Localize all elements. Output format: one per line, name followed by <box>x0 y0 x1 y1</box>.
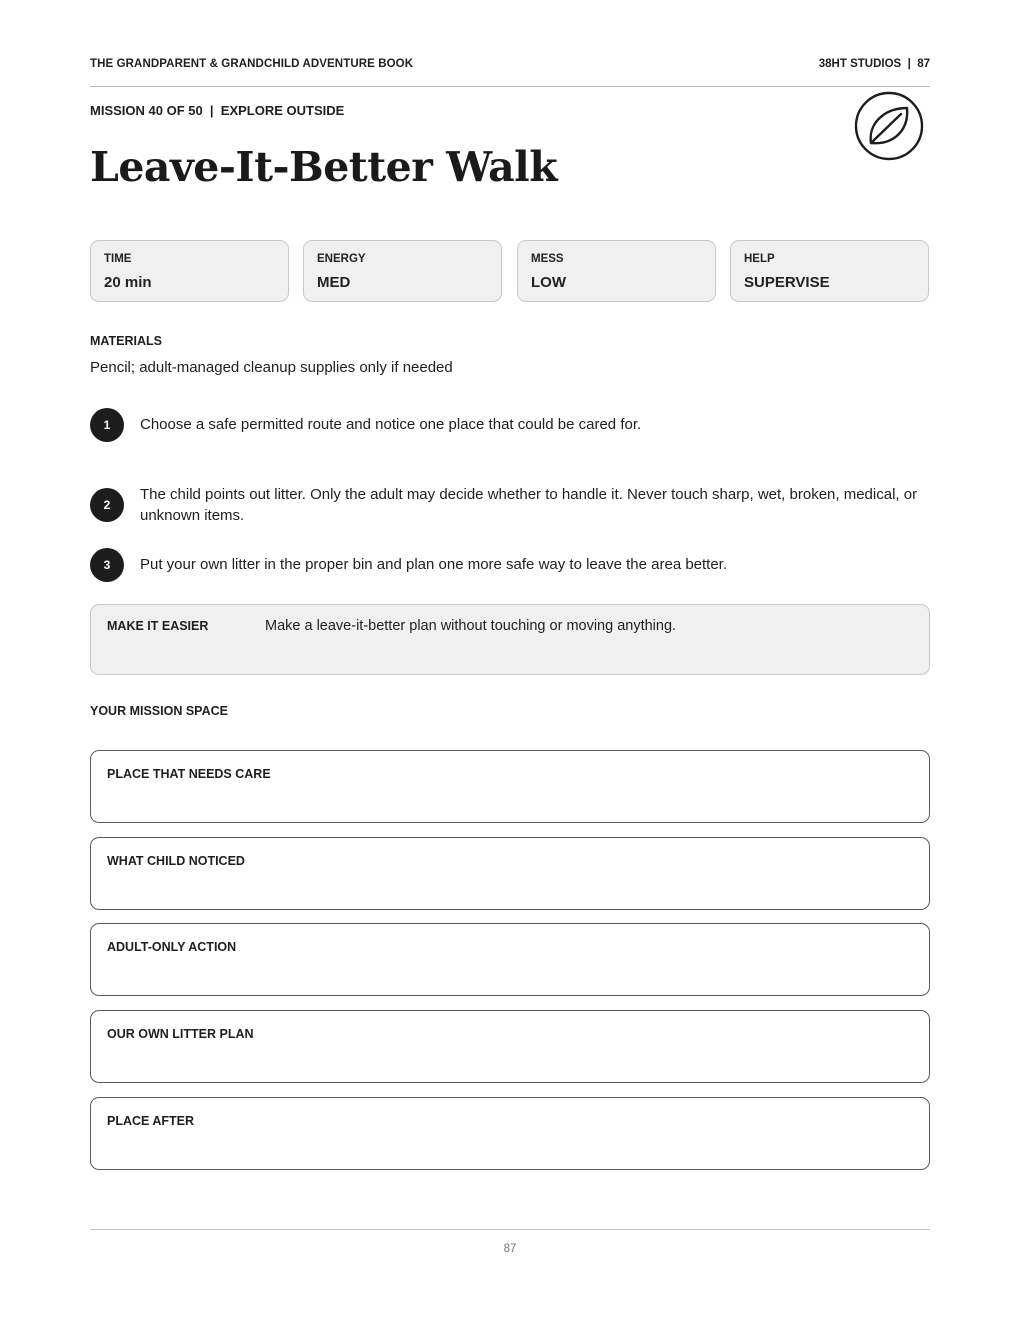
step-text-3: Put your own litter in the proper bin and plan one more safe way to leave the area better. <box>140 556 728 573</box>
page-title: Leave-It-Better Walk <box>90 143 558 191</box>
page-number: 87 <box>503 1243 517 1255</box>
stat-value: MED <box>317 274 351 291</box>
step-number-3: 3 <box>90 548 124 582</box>
stat-value: 20 min <box>104 274 152 291</box>
writing-box-place-needs-care[interactable] <box>90 750 930 823</box>
step-text-1: Choose a safe permitted route and notice one place that could be cared for. <box>140 416 642 433</box>
stat-label: TIME <box>104 253 132 265</box>
make-it-easier-box <box>90 604 930 675</box>
step-text-2: The child points out litter. Only the adult may decide whether to handle it. Never touch sharp, wet, broken, medical, or unknown items. <box>140 486 918 524</box>
stat-card-help <box>730 240 929 302</box>
step-number-2: 2 <box>90 488 124 522</box>
writing-box-label: WHAT CHILD NOTICED <box>107 854 245 868</box>
materials-text: Pencil; adult-managed cleanup supplies only if needed <box>90 359 453 376</box>
stat-label: MESS <box>531 253 564 265</box>
stat-value: SUPERVISE <box>744 274 830 291</box>
stat-value: LOW <box>531 274 566 291</box>
make-it-easier-text: Make a leave-it-better plan without touching or moving anything. <box>265 618 677 634</box>
writing-box-place-after[interactable] <box>90 1097 930 1170</box>
book-title: THE GRANDPARENT & GRANDCHILD ADVENTURE BOOK <box>90 58 414 70</box>
studio-page-label: 38HT STUDIOS | 87 <box>818 58 930 70</box>
writing-box-label: OUR OWN LITTER PLAN <box>107 1027 254 1041</box>
writing-box-label: PLACE THAT NEEDS CARE <box>107 767 271 781</box>
header-divider <box>90 86 930 87</box>
writing-box-what-child-noticed[interactable] <box>90 837 930 910</box>
mission-space-heading: YOUR MISSION SPACE <box>90 704 228 718</box>
make-it-easier-label: MAKE IT EASIER <box>107 619 209 633</box>
writing-box-adult-only-action[interactable] <box>90 923 930 996</box>
footer-divider <box>90 1229 930 1230</box>
writing-box-label: PLACE AFTER <box>107 1114 195 1128</box>
step-number-1: 1 <box>90 408 124 442</box>
stat-label: HELP <box>744 253 775 265</box>
stat-card-mess <box>517 240 716 302</box>
mission-subtitle: MISSION 40 OF 50 | EXPLORE OUTSIDE <box>90 103 345 118</box>
leaf-icon <box>854 91 924 161</box>
stat-card-energy <box>303 240 502 302</box>
writing-box-label: ADULT-ONLY ACTION <box>107 940 237 954</box>
writing-box-own-litter-plan[interactable] <box>90 1010 930 1083</box>
materials-heading: MATERIALS <box>90 334 162 348</box>
stat-card-time <box>90 240 289 302</box>
stat-label: ENERGY <box>317 253 366 265</box>
